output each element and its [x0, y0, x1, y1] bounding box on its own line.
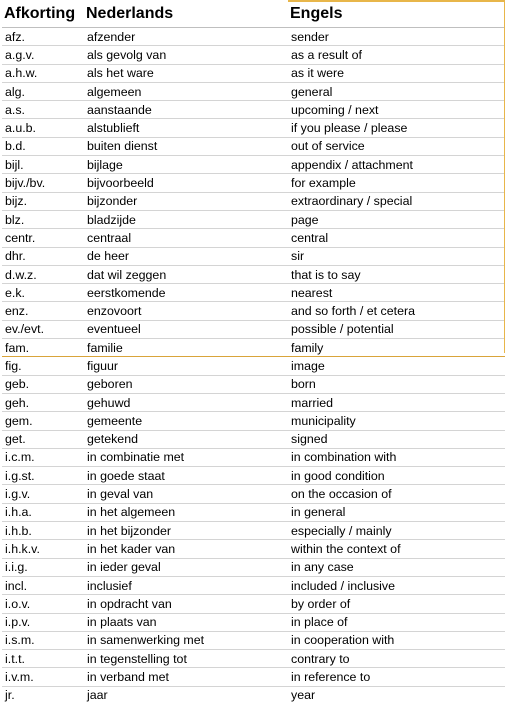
cell-english[interactable]: in good condition: [288, 467, 505, 485]
cell-dutch[interactable]: in het kader van: [84, 540, 288, 558]
table-row[interactable]: [2, 137, 505, 155]
cell-dutch[interactable]: bijzonder: [84, 192, 288, 210]
table-row[interactable]: [2, 613, 505, 631]
table-row[interactable]: [2, 668, 505, 686]
cell-english[interactable]: as a result of: [288, 46, 505, 64]
table-row[interactable]: [2, 192, 505, 210]
cell-english[interactable]: image: [288, 357, 505, 375]
cell-english[interactable]: sender: [288, 28, 505, 46]
table-row[interactable]: [2, 540, 505, 558]
table-row[interactable]: [2, 64, 505, 82]
cell-english[interactable]: for example: [288, 174, 505, 192]
cell-dutch[interactable]: algemeen: [84, 82, 288, 100]
cell-abbreviation[interactable]: i.h.a.: [2, 503, 84, 521]
abbreviation-table: [2, 0, 505, 704]
cell-dutch[interactable]: dat wil zeggen: [84, 265, 288, 283]
table-row[interactable]: [2, 357, 505, 375]
cell-english[interactable]: general: [288, 82, 505, 100]
selection-border-top: [288, 0, 505, 2]
cell-abbreviation[interactable]: i.p.v.: [2, 613, 84, 631]
cell-abbreviation[interactable]: i.o.v.: [2, 595, 84, 613]
table-row[interactable]: [2, 265, 505, 283]
cell-english[interactable]: year: [288, 686, 505, 704]
cell-english[interactable]: page: [288, 210, 505, 228]
header-row: [2, 0, 505, 28]
cell-abbreviation[interactable]: bijz.: [2, 192, 84, 210]
cell-abbreviation[interactable]: a.h.w.: [2, 64, 84, 82]
cell-dutch[interactable]: enzovoort: [84, 302, 288, 320]
table-row[interactable]: [2, 631, 505, 649]
cell-dutch[interactable]: gemeente: [84, 412, 288, 430]
header-afkorting: Afkorting: [2, 0, 84, 28]
table-row[interactable]: [2, 558, 505, 576]
cell-english[interactable]: in general: [288, 503, 505, 521]
cell-abbreviation[interactable]: enz.: [2, 302, 84, 320]
cell-english[interactable]: included / inclusive: [288, 576, 505, 594]
cell-abbreviation[interactable]: alg.: [2, 82, 84, 100]
cell-abbreviation[interactable]: fam.: [2, 339, 84, 357]
cell-english[interactable]: sir: [288, 247, 505, 265]
cell-abbreviation[interactable]: i.h.k.v.: [2, 540, 84, 558]
cell-dutch[interactable]: bladzijde: [84, 210, 288, 228]
table-row[interactable]: [2, 82, 505, 100]
cell-dutch[interactable]: bijlage: [84, 156, 288, 174]
cell-abbreviation[interactable]: b.d.: [2, 137, 84, 155]
cell-dutch[interactable]: als het ware: [84, 64, 288, 82]
cell-english[interactable]: born: [288, 375, 505, 393]
cell-english[interactable]: in combination with: [288, 448, 505, 466]
table-row[interactable]: [2, 339, 505, 357]
table-row[interactable]: [2, 156, 505, 174]
cell-dutch[interactable]: in goede staat: [84, 467, 288, 485]
selection-border-right: [504, 0, 505, 353]
cell-dutch[interactable]: figuur: [84, 357, 288, 375]
table-row[interactable]: [2, 375, 505, 393]
cell-dutch[interactable]: alstublieft: [84, 119, 288, 137]
table-row[interactable]: [2, 522, 505, 540]
table-row[interactable]: [2, 412, 505, 430]
table-row[interactable]: [2, 101, 505, 119]
table-row[interactable]: [2, 174, 505, 192]
cell-abbreviation[interactable]: bijv./bv.: [2, 174, 84, 192]
cell-abbreviation[interactable]: i.c.m.: [2, 448, 84, 466]
cell-abbreviation[interactable]: d.w.z.: [2, 265, 84, 283]
table-row[interactable]: [2, 28, 505, 46]
cell-english[interactable]: in reference to: [288, 668, 505, 686]
cell-dutch[interactable]: inclusief: [84, 576, 288, 594]
cell-abbreviation[interactable]: get.: [2, 430, 84, 448]
cell-english[interactable]: nearest: [288, 284, 505, 302]
cell-dutch[interactable]: de heer: [84, 247, 288, 265]
cell-dutch[interactable]: aanstaande: [84, 101, 288, 119]
cell-dutch[interactable]: in het bijzonder: [84, 522, 288, 540]
cell-abbreviation[interactable]: geb.: [2, 375, 84, 393]
cell-dutch[interactable]: eerstkomende: [84, 284, 288, 302]
cell-abbreviation[interactable]: gem.: [2, 412, 84, 430]
table-row[interactable]: [2, 467, 505, 485]
cell-english[interactable]: central: [288, 229, 505, 247]
cell-english[interactable]: as it were: [288, 64, 505, 82]
cell-abbreviation[interactable]: blz.: [2, 210, 84, 228]
cell-abbreviation[interactable]: i.v.m.: [2, 668, 84, 686]
cell-english[interactable]: in any case: [288, 558, 505, 576]
table-row[interactable]: [2, 210, 505, 228]
cell-abbreviation[interactable]: i.i.g.: [2, 558, 84, 576]
cell-dutch[interactable]: in verband met: [84, 668, 288, 686]
abbreviation-sheet: [2, 0, 505, 704]
cell-dutch[interactable]: geboren: [84, 375, 288, 393]
cell-english[interactable]: extraordinary / special: [288, 192, 505, 210]
cell-english[interactable]: that is to say: [288, 265, 505, 283]
cell-english[interactable]: married: [288, 393, 505, 411]
cell-english[interactable]: contrary to: [288, 650, 505, 668]
table-row[interactable]: [2, 247, 505, 265]
cell-dutch[interactable]: centraal: [84, 229, 288, 247]
cell-dutch[interactable]: als gevolg van: [84, 46, 288, 64]
cell-dutch[interactable]: in tegenstelling tot: [84, 650, 288, 668]
cell-abbreviation[interactable]: i.g.st.: [2, 467, 84, 485]
cell-english[interactable]: upcoming / next: [288, 101, 505, 119]
cell-abbreviation[interactable]: i.s.m.: [2, 631, 84, 649]
table-row[interactable]: [2, 503, 505, 521]
cell-dutch[interactable]: eventueel: [84, 320, 288, 338]
cell-abbreviation[interactable]: i.h.b.: [2, 522, 84, 540]
cell-dutch[interactable]: in het algemeen: [84, 503, 288, 521]
cell-abbreviation[interactable]: ev./evt.: [2, 320, 84, 338]
cell-dutch[interactable]: gehuwd: [84, 393, 288, 411]
cell-dutch[interactable]: in ieder geval: [84, 558, 288, 576]
cell-abbreviation[interactable]: a.u.b.: [2, 119, 84, 137]
cell-abbreviation[interactable]: i.t.t.: [2, 650, 84, 668]
cell-abbreviation[interactable]: geh.: [2, 393, 84, 411]
cell-abbreviation[interactable]: i.g.v.: [2, 485, 84, 503]
table-row[interactable]: [2, 229, 505, 247]
cell-dutch[interactable]: buiten dienst: [84, 137, 288, 155]
table-row[interactable]: [2, 302, 505, 320]
table-row[interactable]: [2, 448, 505, 466]
cell-english[interactable]: and so forth / et cetera: [288, 302, 505, 320]
cell-dutch[interactable]: in samenwerking met: [84, 631, 288, 649]
cell-dutch[interactable]: in plaats van: [84, 613, 288, 631]
cell-abbreviation[interactable]: afz.: [2, 28, 84, 46]
cell-dutch[interactable]: familie: [84, 339, 288, 357]
cell-english[interactable]: appendix / attachment: [288, 156, 505, 174]
cell-abbreviation[interactable]: fig.: [2, 357, 84, 375]
cell-dutch[interactable]: in opdracht van: [84, 595, 288, 613]
cell-abbreviation[interactable]: e.k.: [2, 284, 84, 302]
cell-english[interactable]: by order of: [288, 595, 505, 613]
cell-english[interactable]: family: [288, 339, 505, 357]
cell-english[interactable]: signed: [288, 430, 505, 448]
cell-abbreviation[interactable]: incl.: [2, 576, 84, 594]
cell-abbreviation[interactable]: bijl.: [2, 156, 84, 174]
header-nederlands: Nederlands: [84, 0, 288, 28]
cell-english[interactable]: especially / mainly: [288, 522, 505, 540]
cell-dutch[interactable]: afzender: [84, 28, 288, 46]
cell-english[interactable]: in place of: [288, 613, 505, 631]
table-row[interactable]: [2, 46, 505, 64]
table-row[interactable]: [2, 320, 505, 338]
cell-dutch[interactable]: in geval van: [84, 485, 288, 503]
table-row[interactable]: [2, 485, 505, 503]
cell-dutch[interactable]: getekend: [84, 430, 288, 448]
table-row[interactable]: [2, 576, 505, 594]
cell-english[interactable]: out of service: [288, 137, 505, 155]
table-row[interactable]: [2, 393, 505, 411]
cell-abbreviation[interactable]: centr.: [2, 229, 84, 247]
table-row[interactable]: [2, 650, 505, 668]
cell-english[interactable]: in cooperation with: [288, 631, 505, 649]
table-row[interactable]: [2, 686, 505, 704]
table-row[interactable]: [2, 430, 505, 448]
table-row[interactable]: [2, 119, 505, 137]
cell-english[interactable]: possible / potential: [288, 320, 505, 338]
header-engels: Engels: [288, 0, 505, 28]
cell-english[interactable]: on the occasion of: [288, 485, 505, 503]
cell-english[interactable]: municipality: [288, 412, 505, 430]
cell-abbreviation[interactable]: dhr.: [2, 247, 84, 265]
cell-dutch[interactable]: bijvoorbeeld: [84, 174, 288, 192]
cell-abbreviation[interactable]: a.s.: [2, 101, 84, 119]
cell-dutch[interactable]: jaar: [84, 686, 288, 704]
table-row[interactable]: [2, 284, 505, 302]
cell-english[interactable]: if you please / please: [288, 119, 505, 137]
cell-english[interactable]: within the context of: [288, 540, 505, 558]
table-row[interactable]: [2, 595, 505, 613]
cell-abbreviation[interactable]: jr.: [2, 686, 84, 704]
cell-abbreviation[interactable]: a.g.v.: [2, 46, 84, 64]
cell-dutch[interactable]: in combinatie met: [84, 448, 288, 466]
